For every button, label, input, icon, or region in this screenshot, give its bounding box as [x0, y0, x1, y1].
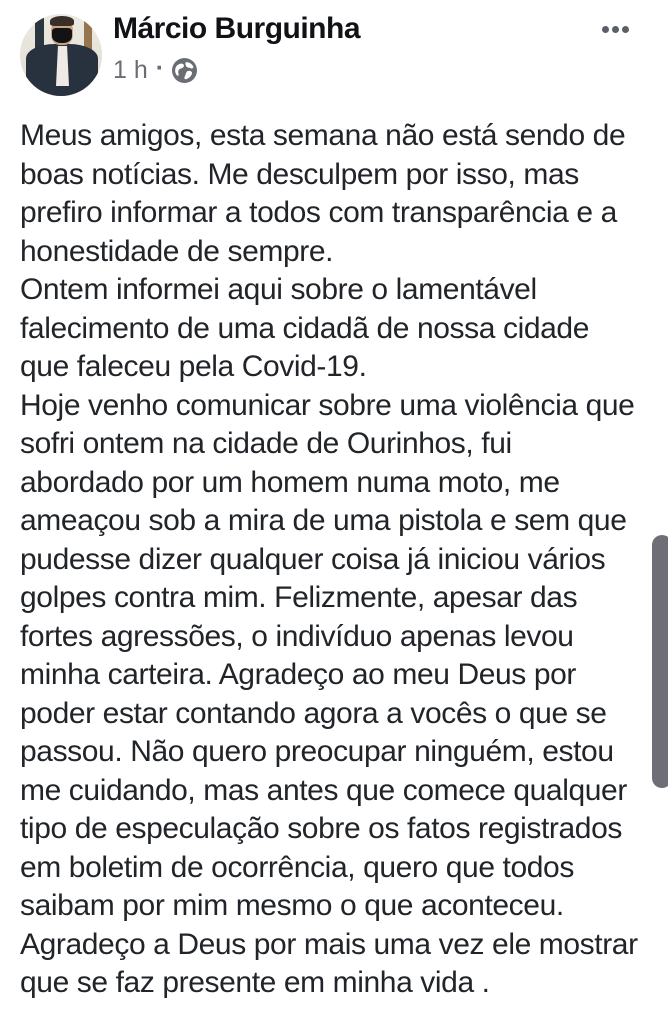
post-text-line: pudesse dizer qualquer coisa já iniciou vários [20, 542, 606, 576]
post-text-line: golpes contra mim. Felizmente, apesar das [20, 581, 578, 614]
post-text-line: abordado por um homem numa moto, me [20, 465, 560, 499]
globe-public-icon [172, 58, 197, 83]
post-meta [113, 56, 197, 85]
post-text-line: me cuidando, mas antes que comece qualquer [20, 773, 627, 807]
post-text-line: ameaçou sob a mira de uma pistola e sem que [20, 504, 627, 537]
post-text-line: Ontem informei aqui sobre o lamentável [20, 273, 537, 306]
post-text-line: honestidade de sempre. [20, 234, 334, 268]
author-name[interactable]: Márcio Burguinha [113, 12, 361, 45]
ellipsis-icon [622, 26, 629, 33]
post-text-line: que se faz presente em minha vida . [20, 966, 490, 999]
ellipsis-icon [612, 26, 619, 33]
post-text-line: passou. Não quero preocupar ninguém, estou [20, 735, 614, 768]
post-menu-button[interactable] [592, 14, 638, 44]
post-text-line: Meus amigos, esta semana não está sendo de [20, 119, 626, 152]
ellipsis-icon [602, 26, 609, 33]
post-text-line: Hoje venho comunicar sobre uma violência que [20, 388, 635, 422]
post-text-line: fortes agressões, o indivíduo apenas levou [20, 619, 574, 653]
post-text [20, 117, 660, 1003]
avatar-photo-shirt [56, 46, 69, 86]
post-text-line: saibam por mim mesmo o que aconteceu. [20, 889, 564, 922]
post-text-line: boas notícias. Me desculpem por isso, mas [20, 157, 579, 191]
post-text-line: minha carteira. Agradeço ao meu Deus por [20, 658, 576, 691]
meta-separator: · [155, 54, 165, 82]
post-text-line: falecimento de uma cidadã de nossa cidade [20, 311, 589, 345]
post-text-line: em boletim de ocorrência, quero que todos [20, 850, 574, 884]
post-text-line: que faleceu pela Covid-19. [20, 350, 367, 383]
post-header [0, 0, 668, 108]
scrollbar-thumb[interactable] [652, 535, 668, 788]
avatar-photo-face-mask [52, 28, 72, 43]
avatar-photo-hair [50, 16, 74, 26]
post-text-line: tipo de especulação sobre os fatos registrados [20, 812, 622, 845]
post-text-line: poder estar contando agora a vocês o que se [20, 696, 607, 730]
avatar[interactable] [20, 14, 102, 96]
post-text-line: sofri ontem na cidade de Ourinhos, fui [20, 427, 512, 460]
post-text-line: prefiro informar a todos com transparência e a [20, 196, 617, 229]
post-text-line: Agradeço a Deus por mais uma vez ele mostrar [20, 927, 638, 961]
timestamp[interactable]: 1 h [113, 56, 148, 84]
